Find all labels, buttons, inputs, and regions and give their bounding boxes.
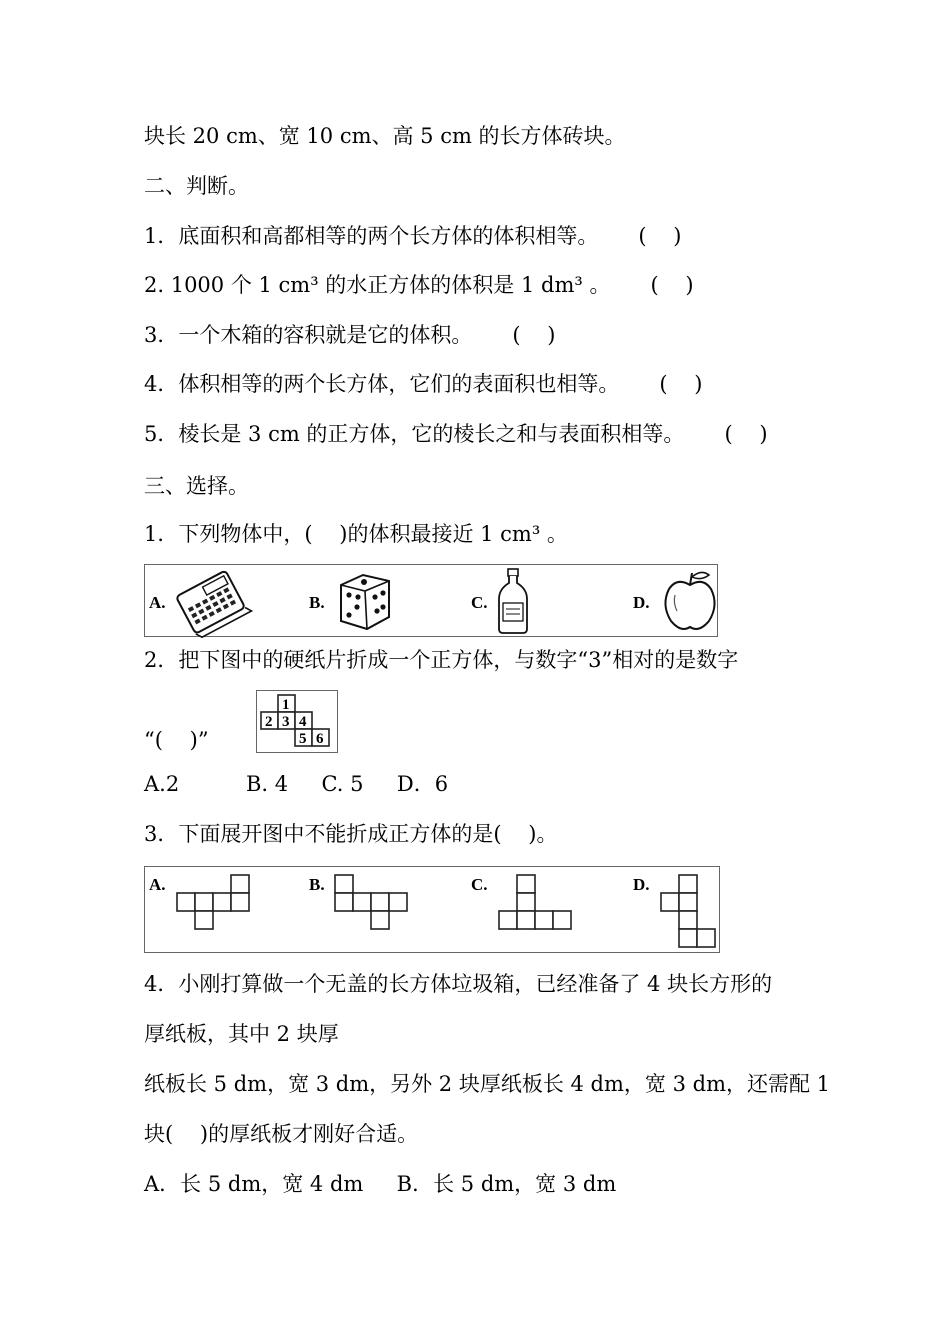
net-number-5: 5 [299,731,307,747]
choice-q4-line1: 4．小刚打算做一个无盖的长方体垃圾箱，已经准备了 4 块长方形的 [144,972,773,996]
net-number-3: 3 [282,714,290,730]
net-number-2: 2 [265,714,273,730]
q3-net-d-diagram [659,873,719,951]
q3-option-a-label: A. [149,875,166,894]
choice-q2-text-line2: “( )” [144,728,209,752]
choice-q4-answers: A．长 5 dm，宽 4 dm B．长 5 dm，宽 3 dm [144,1172,617,1196]
q3-net-b-diagram [333,873,409,933]
q3-net-c-diagram [497,873,573,933]
choice-q2-text-line1: 2．把下图中的硬纸片折成一个正方体，与数字“3”相对的是数字 [144,648,739,672]
judgement-item-4: 4．体积相等的两个长方体，它们的表面积也相等。 ( ) [144,372,703,396]
bottle-icon [495,567,531,635]
choice-q2-answers: A.2 B. 4 C. 5 D．6 [144,772,449,796]
apple-icon [661,569,719,633]
choice-q3-text: 3．下面展开图中不能折成正方体的是( )。 [144,822,558,846]
net-number-1: 1 [282,697,290,713]
q2-cube-net-figure [256,690,338,753]
judgement-item-3: 3．一个木箱的容积就是它的体积。 ( ) [144,323,556,347]
calculator-icon [171,571,251,631]
q3-net-a-diagram [175,873,251,933]
q1-option-d-label: D. [633,593,650,612]
dice-icon [333,571,395,633]
choice-q4-line3: 纸板长 5 dm，宽 3 dm，另外 2 块厚纸板长 4 dm，宽 3 dm，还需配 1 [144,1072,831,1096]
net-number-4: 4 [299,714,307,730]
judgement-item-2: 2. 1000 个 1 cm³ 的水正方体的体积是 1 dm³ 。 ( ) [144,273,694,297]
section-heading-choice: 三、选择。 [144,474,249,498]
judgement-item-5: 5．棱长是 3 cm 的正方体，它的棱长之和与表面积相等。 ( ) [144,422,768,446]
q3-option-d-label: D. [633,875,650,894]
q1-option-c-label: C. [471,593,488,612]
cube-net-diagram [259,693,335,751]
q3-option-c-label: C. [471,875,488,894]
q3-nets-figure [144,866,720,953]
q3-option-b-label: B. [309,875,325,894]
judgement-item-1: 1．底面积和高都相等的两个长方体的体积相等。 ( ) [144,224,682,248]
choice-q4-line2: 厚纸板，其中 2 块厚 [144,1022,339,1046]
choice-q1-text: 1．下列物体中，( )的体积最接近 1 cm³ 。 [144,522,568,546]
intro-line: 块长 20 cm、宽 10 cm、高 5 cm 的长方体砖块。 [144,124,626,148]
net-number-6: 6 [316,731,324,747]
section-heading-judgement: 二、判断。 [144,174,249,198]
q1-options-figure [144,564,718,637]
choice-q4-line4: 块( )的厚纸板才刚好合适。 [144,1122,419,1146]
q1-option-b-label: B. [309,593,325,612]
q1-option-a-label: A. [149,593,166,612]
